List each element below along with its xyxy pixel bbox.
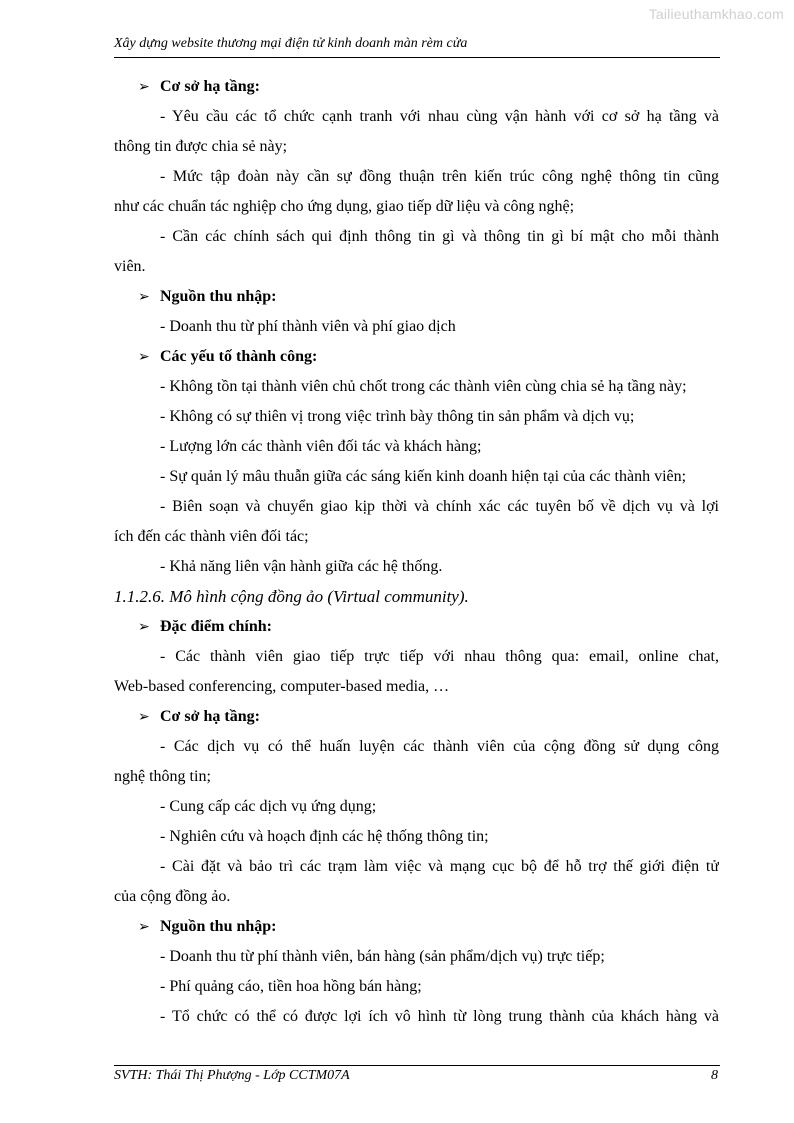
paragraph-line: - Sự quản lý mâu thuẫn giữa các sáng kiến kinh doanh hiện tại của các thành viên; [160,468,687,485]
bullet-heading [114,612,719,642]
paragraph-line: - Không tồn tại thành viên chủ chốt trong các thành viên cùng chia sẻ hạ tầng này; [160,378,687,395]
bullet-heading [114,342,719,372]
heading-text: Cơ sở hạ tầng: [160,78,260,95]
arrow-bullet-icon: ➢ [138,619,150,635]
paragraph-line: - Doanh thu từ phí thành viên và phí giao dịch [160,318,456,335]
paragraph-line: - Nghiên cứu và hoạch định các hệ thống thông tin; [160,828,489,845]
paragraph-line: - Cung cấp các dịch vụ ứng dụng; [160,798,377,815]
paragraph-line: nghệ thông tin; [114,768,211,785]
paragraph-line: - Lượng lớn các thành viên đối tác và khách hàng; [160,438,482,455]
paragraph-line: - Các dịch vụ có thể huấn luyện các thành viên của cộng đồng sử dụng công [160,738,719,755]
paragraph-line: - Biên soạn và chuyển giao kịp thời và chính xác các tuyên bố về dịch vụ và lợi [160,498,719,515]
header-title: Xây dựng website thương mại điện tử kinh doanh màn rèm cửa [114,36,468,51]
arrow-bullet-icon: ➢ [138,289,150,305]
bullet-heading [114,912,719,942]
footer-author: SVTH: Thái Thị Phượng - Lớp CCTM07A [114,1068,350,1083]
paragraph-line: - Phí quảng cáo, tiền hoa hồng bán hàng; [160,978,422,995]
heading-text: Các yếu tố thành công: [160,348,318,365]
bullet-heading [114,72,719,102]
arrow-bullet-icon: ➢ [138,349,150,365]
paragraph-line: - Khả năng liên vận hành giữa các hệ thống. [160,558,443,575]
heading-text: Nguồn thu nhập: [160,918,277,935]
paragraph-line: ích đến các thành viên đối tác; [114,528,309,545]
arrow-bullet-icon: ➢ [138,919,150,935]
paragraph-line: thông tin được chia sẻ này; [114,138,288,155]
paragraph-line: - Yêu cầu các tổ chức cạnh tranh với nhau cùng vận hành với cơ sở hạ tầng và [160,108,719,125]
bullet-heading [114,282,719,312]
paragraph-line: - Cần các chính sách qui định thông tin gì và thông tin gì bí mật cho mỗi thành [160,228,719,245]
heading-text: Cơ sở hạ tầng: [160,708,260,725]
arrow-bullet-icon: ➢ [138,709,150,725]
watermark: Tailieuthamkhao.com [648,6,784,22]
paragraph-line: - Không có sự thiên vị trong việc trình bày thông tin sản phẩm và dịch vụ; [160,408,635,425]
paragraph-line: như các chuẩn tác nghiệp cho ứng dụng, giao tiếp dữ liệu và công nghệ; [114,198,575,215]
footer-rule [114,1065,720,1066]
section-title: 1.1.2.6. Mô hình cộng đồng ảo (Virtual community). [114,587,469,606]
arrow-bullet-icon: ➢ [138,79,150,95]
heading-text: Đặc điểm chính: [160,618,272,635]
header-rule [114,57,720,58]
paragraph-line: - Tổ chức có thể có được lợi ích vô hình từ lòng trung thành của khách hàng và [160,1008,719,1025]
paragraph-line: viên. [114,258,146,275]
paragraph-line: - Cài đặt và bảo trì các trạm làm việc và mạng cục bộ để hỗ trợ thế giới điện tử [160,858,719,875]
page-number: 8 [711,1068,718,1083]
paragraph-line: - Mức tập đoàn này cần sự đồng thuận trên kiến trúc công nghệ thông tin cũng [160,168,719,185]
paragraph-line: - Doanh thu từ phí thành viên, bán hàng (sản phẩm/dịch vụ) trực tiếp; [160,948,605,965]
heading-text: Nguồn thu nhập: [160,288,277,305]
paragraph-line: Web-based conferencing, computer-based media, … [114,678,450,695]
paragraph-line: - Các thành viên giao tiếp trực tiếp với nhau thông qua: email, online chat, [160,648,719,665]
paragraph-line: của cộng đồng ảo. [114,888,231,905]
document-body [114,72,719,1032]
bullet-heading [114,702,719,732]
